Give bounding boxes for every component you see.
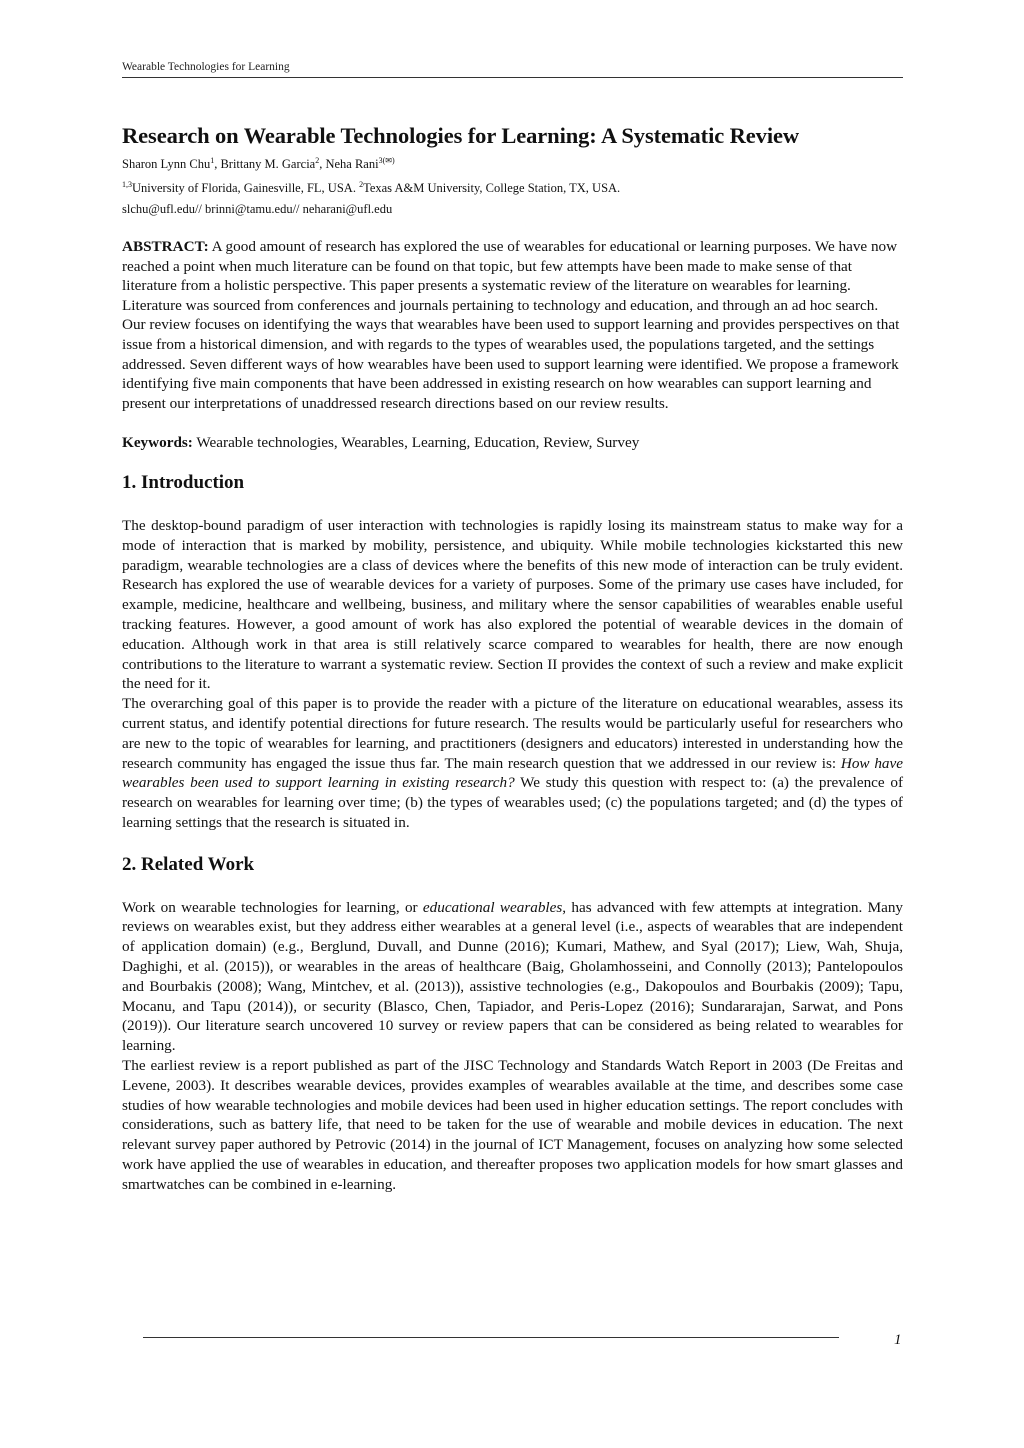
author-2-sup: 2 (315, 156, 320, 165)
related-paragraph-1 (122, 898, 903, 1056)
intro-p2-text-a: The overarching goal of this paper is to provide the reader with a picture of the literature on educational wearables, assess its current status, and identify potential directions for future research. The results would be particularly useful for researchers who are new to the topic of wearables for learning, and practitioners (designers and educators) interested in understanding how the research community has engaged the issue thus far. The main research question that we addressed in our review is: (122, 695, 903, 772)
affiliation-2: Texas A&M University, College Station, TX, USA. (363, 181, 621, 195)
author-3: Neha Rani (325, 157, 379, 171)
section-heading-introduction: 1. Introduction (122, 471, 245, 493)
author-separator: , (319, 157, 326, 171)
page-number: 1 (894, 1332, 902, 1348)
introduction-body (122, 516, 903, 833)
email-line: slchu@ufl.edu// brinni@tamu.edu// neharani@ufl.edu (122, 202, 393, 216)
author-separator: , (214, 157, 221, 171)
footer-rule (143, 1337, 839, 1338)
related-work-body (122, 898, 903, 1195)
abstract (122, 237, 903, 413)
header-rule (122, 77, 903, 78)
keywords-label: Keywords: (122, 434, 193, 452)
affiliation-line (122, 178, 903, 198)
affiliation-sup-2: 2 (359, 180, 364, 189)
paper-title: Research on Wearable Technologies for Learning: A Systematic Review (122, 123, 800, 148)
research-question: How have wearables been used to support learning in existing research? (122, 754, 903, 792)
author-2: Brittany M. Garcia (220, 157, 316, 171)
introduction-paragraph-2 (122, 694, 903, 833)
author-3-sup-open: 3( (378, 156, 386, 165)
abstract-text: A good amount of research has explored the use of wearables for educational or learning purposes. We have now reached a point when much literature can be found on that topic, but few attempts have been made to make sense of that literature from a holistic perspective. This paper presents a systematic review of the literature on wearables for learning. Literature was sourced from conferences and journals pertaining to technology and education, and through an ad hoc search. Our review focuses on identifying the ways that wearables have been used to support learning and provides perspectives on that issue from a historical dimension, and with regards to the types of wearables used, the populations targeted, and the settings addressed. Seven different ways of how wearables have been used to support learning were identified. We propose a framework identifying five main components that have been addressed in existing research on how wearables can support learning and present our interpretations of unaddressed research directions based on our review results. (122, 238, 900, 412)
related-paragraph-2: The earliest review is a report published as part of the JISC Technology and Standards Watch Report in 2003 (De Freitas and Levene, 2003). It describes wearable devices, provides examples of wearables available at the time, and describes some case studies of how wearable technologies and mobile devices had been used in higher education settings. The report concludes with considerations, such as battery life, that need to be taken for the use of wearable and mobile devices in education. The next relevant survey paper authored by Petrovic (2014) in the journal of ICT Management, focuses on analyzing how some selected work have applied the use of wearables in education, and thereafter proposes two application models for how smart glasses and smartwatches can be combined in e-learning. (122, 1057, 903, 1193)
related-p1-emphasis: educational wearables (422, 898, 563, 916)
related-p1-text-a: Work on wearable technologies for learning, or (122, 898, 423, 916)
author-3-sup-close: ) (391, 156, 395, 165)
running-header: Wearable Technologies for Learning (122, 61, 290, 73)
author-1-sup: 1 (210, 156, 215, 165)
abstract-label: ABSTRACT: (122, 238, 209, 255)
intro-p2-text-b: We study this question with respect to: (a) the prevalence of research on wearables for learning over time; (b) the types of wearables used; (c) the populations targeted; and (d) the types of learning settings that the research is situated in. (122, 774, 903, 831)
content (122, 120, 903, 1195)
envelope-icon: ✉ (385, 156, 392, 165)
section-heading-related-work: 2. Related Work (122, 853, 255, 875)
affiliation-sup-1: 1,3 (122, 180, 132, 189)
author-line (122, 154, 903, 174)
keywords-text: Wearable technologies, Wearables, Learning, Education, Review, Survey (196, 434, 640, 452)
keywords (122, 433, 903, 453)
author-3-sup (379, 156, 395, 165)
related-p1-text-b: , has advanced with few attempts at integration. Many reviews on wearables exist, but they address either wearables at a general level (i.e., aspects of wearables that are independent of application domain) (e.g., Berglund, Duvall, and Dunne (2016); Kumari, Mathew, and Syal (2017); Liew, Wah, Shuja, Daghighi, et al. (2015)), or wearables in the areas of healthcare (Baig, Gholamhosseini, and Connolly (2013); Pantelopoulos and Bourbakis (2008); Wang, Mintchev, et al. (2013)), assistive technologies (e.g., Dakopoulos and Bourbakis (2009); Tapu, Mocanu, and Tapu (2014)), or security (Blasco, Chen, Tapiador, and Peris-Lopez (2016); Sundararajan, Sarwat, and Pons (2019)). Our literature search uncovered 10 survey or review papers that can be considered as being related to wearables for learning. (122, 898, 904, 1055)
introduction-paragraph-1: The desktop-bound paradigm of user interaction with technologies is rapidly losing its mainstream status to make way for a mode of interaction that is marked by mobility, persistence, and ubiquity. While mobile technologies kickstarted this new paradigm, wearable technologies are a class of devices where the benefits of this new mode of interaction can be truly evident. Research has explored the use of wearable devices for a variety of purposes. Some of the primary use cases have included, for example, medicine, healthcare and wellbeing, business, and military where the sensor capabilities of wearables enable useful tracking features. However, a good amount of work has also explored the potential of wearable devices in the domain of education. Although work in that area is still relatively scarce compared to wearables for health, there are now enough contributions to the literature to warrant a systematic review. Section II provides the context of such a review and make explicit the need for it. (122, 516, 903, 693)
affiliation-1: University of Florida, Gainesville, FL, USA. (132, 181, 360, 195)
author-1: Sharon Lynn Chu (122, 157, 211, 171)
